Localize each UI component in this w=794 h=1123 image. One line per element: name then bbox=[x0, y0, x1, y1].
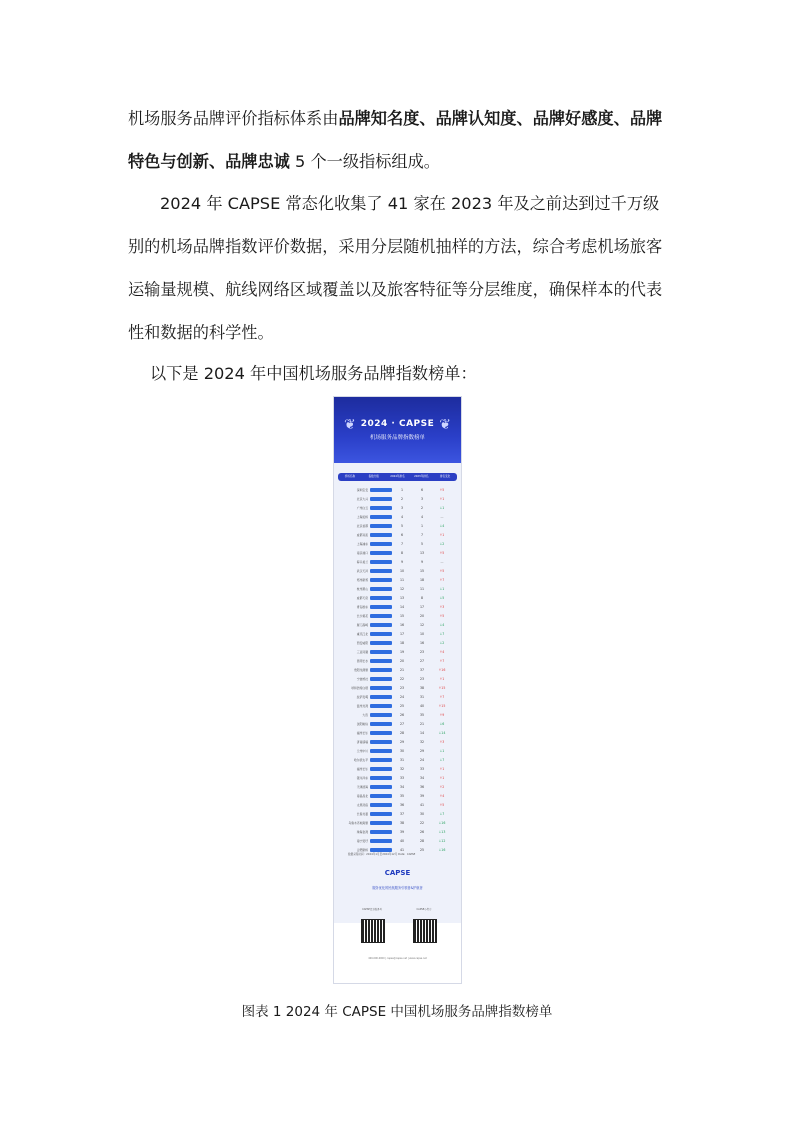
table-row bbox=[338, 818, 457, 827]
row-change: ↓7 bbox=[439, 631, 445, 636]
row-score-bar bbox=[370, 740, 392, 744]
row-rank: 29 bbox=[399, 739, 405, 744]
row-rank: 24 bbox=[399, 694, 405, 699]
board-title: 机场服务品牌指数榜单 bbox=[369, 435, 425, 441]
row-score-bar bbox=[370, 506, 392, 510]
row-change: ↓13 bbox=[438, 829, 446, 834]
p1-pre: 机场服务品牌评价指标体系由 bbox=[128, 109, 339, 128]
row-airport: 哈尔滨太平 bbox=[354, 757, 368, 762]
row-score-bar bbox=[370, 758, 392, 762]
row-rank: 19 bbox=[399, 649, 405, 654]
board-rows bbox=[338, 485, 457, 854]
row-airport: 厦门高崎 bbox=[356, 622, 368, 627]
laurel-left-icon: ❦ bbox=[344, 417, 356, 433]
row-airport: 福州长乐 bbox=[356, 730, 368, 735]
row-score-bar bbox=[370, 578, 392, 582]
row-prev-rank: 24 bbox=[419, 757, 425, 762]
row-change: ↓5 bbox=[439, 595, 445, 600]
table-row bbox=[338, 620, 457, 629]
p1-bold-awareness: 品牌知名度 bbox=[338, 109, 420, 128]
col-change: 排名变化 bbox=[439, 475, 451, 478]
p1-bold-loyalty: 品牌忠诚 bbox=[225, 152, 290, 171]
row-airport: 兰州中川 bbox=[356, 748, 368, 753]
row-rank: 22 bbox=[399, 676, 405, 681]
table-row bbox=[338, 683, 457, 692]
row-prev-rank: 20 bbox=[419, 613, 425, 618]
table-row bbox=[338, 755, 457, 764]
row-change: ↓2 bbox=[439, 640, 445, 645]
row-change: ↑5 bbox=[439, 568, 445, 573]
row-prev-rank: 35 bbox=[419, 712, 425, 717]
row-prev-rank: 16 bbox=[419, 640, 425, 645]
row-prev-rank: 11 bbox=[419, 586, 425, 591]
row-airport: 拉萨贡嘎 bbox=[356, 694, 368, 699]
row-rank: 23 bbox=[399, 685, 405, 690]
row-score-bar bbox=[370, 596, 392, 600]
row-rank: 12 bbox=[399, 586, 405, 591]
table-row bbox=[338, 692, 457, 701]
row-change: ↑9 bbox=[439, 712, 445, 717]
table-row bbox=[338, 557, 457, 566]
row-change: ↓4 bbox=[439, 622, 445, 627]
row-airport: 大连 bbox=[362, 712, 368, 717]
table-row bbox=[338, 503, 457, 512]
row-airport: 重庆江北 bbox=[356, 631, 368, 636]
table-row bbox=[338, 710, 457, 719]
table-row bbox=[338, 737, 457, 746]
row-airport: 合肥新桥 bbox=[356, 847, 368, 852]
row-score-bar bbox=[370, 488, 392, 492]
table-row bbox=[338, 665, 457, 674]
row-change: ↑1 bbox=[439, 676, 445, 681]
row-airport: 北京首都 bbox=[356, 523, 368, 528]
row-change: ↓6 bbox=[439, 721, 445, 726]
row-score-bar bbox=[370, 515, 392, 519]
row-rank: 5 bbox=[400, 523, 404, 528]
row-prev-rank: 21 bbox=[419, 721, 425, 726]
row-rank: 20 bbox=[399, 658, 405, 663]
row-rank: 11 bbox=[399, 577, 405, 582]
row-prev-rank: 33 bbox=[419, 766, 425, 771]
row-change: ↑7 bbox=[439, 694, 445, 699]
row-prev-rank: 8 bbox=[420, 595, 424, 600]
row-airport: 银川河东 bbox=[356, 775, 368, 780]
row-airport: 武汉天河 bbox=[356, 568, 368, 573]
row-rank: 27 bbox=[399, 721, 405, 726]
table-row bbox=[338, 548, 457, 557]
paragraph-data-collection: 2024 年 CAPSE 常态化收集了 41 家在 2023 年及之前达到过千万级别的机场品牌指数评价数据，采用分层随机抽样的方法，综合考虑机场旅客运输量规模、航线网络区域覆盖以及旅客特征等分层维度，确保样本的代表性和数据的科学性。 bbox=[128, 194, 663, 342]
row-score-bar bbox=[370, 614, 392, 618]
row-airport: 天津滨海 bbox=[356, 784, 368, 789]
row-rank: 31 bbox=[399, 757, 405, 762]
row-score-bar bbox=[370, 776, 392, 780]
row-change: ↑4 bbox=[439, 649, 445, 654]
row-rank: 25 bbox=[399, 703, 405, 708]
table-row bbox=[338, 647, 457, 656]
table-row bbox=[338, 656, 457, 665]
row-score-bar bbox=[370, 524, 392, 528]
p1-sep1: 、 bbox=[419, 109, 436, 128]
table-row bbox=[338, 638, 457, 647]
row-rank: 6 bbox=[400, 532, 404, 537]
row-prev-rank: 13 bbox=[419, 550, 425, 555]
table-row bbox=[338, 539, 457, 548]
row-score-bar bbox=[370, 569, 392, 573]
row-rank: 28 bbox=[399, 730, 405, 735]
p1-sep3: 、 bbox=[613, 109, 630, 128]
row-airport: 上海浦东 bbox=[356, 541, 368, 546]
row-airport: 杭州萧山 bbox=[356, 586, 368, 591]
row-airport: 青岛胶东 bbox=[356, 604, 368, 609]
board-header bbox=[334, 397, 461, 463]
table-row bbox=[338, 719, 457, 728]
row-airport: 昆明长水 bbox=[356, 658, 368, 663]
col-score: 指数分值 bbox=[368, 475, 379, 478]
row-airport: 北京大兴 bbox=[356, 496, 368, 501]
qr-caption-left: CAPSE官方服务号 bbox=[362, 908, 382, 911]
row-prev-rank: 23 bbox=[419, 649, 425, 654]
row-airport: 温州龙湾 bbox=[356, 703, 368, 708]
row-score-bar bbox=[370, 731, 392, 735]
row-prev-rank: 12 bbox=[419, 622, 425, 627]
row-score-bar bbox=[370, 632, 392, 636]
figure-caption: 图表 1 2024 年 CAPSE 中国机场服务品牌指数榜单 bbox=[241, 1004, 553, 1020]
row-prev-rank: 28 bbox=[419, 838, 425, 843]
col-rank-2024: 2024年排名 bbox=[390, 475, 405, 478]
row-change: ↓2 bbox=[439, 541, 445, 546]
row-rank: 14 bbox=[399, 604, 405, 609]
row-score-bar bbox=[370, 695, 392, 699]
row-rank: 36 bbox=[399, 802, 405, 807]
table-row bbox=[338, 512, 457, 521]
row-change: ↑5 bbox=[439, 613, 445, 618]
row-airport: 郑州新郑 bbox=[356, 577, 368, 582]
row-score-bar bbox=[370, 830, 392, 834]
row-rank: 33 bbox=[399, 775, 405, 780]
row-rank: 38 bbox=[399, 820, 405, 825]
qr-code-left-icon bbox=[361, 919, 385, 943]
row-prev-rank: 15 bbox=[419, 568, 425, 573]
row-prev-rank: 32 bbox=[419, 739, 425, 744]
row-score-bar bbox=[370, 533, 392, 537]
row-prev-rank: 14 bbox=[419, 730, 425, 735]
laurel-right-icon: ❦ bbox=[439, 417, 451, 433]
row-airport: 南京禄口 bbox=[356, 550, 368, 555]
row-score-bar bbox=[370, 560, 392, 564]
row-rank: 15 bbox=[399, 613, 405, 618]
table-row bbox=[338, 629, 457, 638]
row-prev-rank: 37 bbox=[419, 667, 425, 672]
row-airport: 广州白云 bbox=[356, 505, 368, 510]
row-score-bar bbox=[370, 677, 392, 681]
row-airport: 贵阳龙洞堡 bbox=[354, 667, 368, 672]
row-score-bar bbox=[370, 641, 392, 645]
row-score-bar bbox=[370, 812, 392, 816]
p1-bold-innovation: 品牌特色与创新 bbox=[128, 109, 663, 171]
table-row bbox=[338, 674, 457, 683]
row-rank: 1 bbox=[400, 487, 404, 492]
row-prev-rank: 26 bbox=[419, 829, 425, 834]
row-airport: 海口美兰 bbox=[356, 559, 368, 564]
row-prev-rank: 17 bbox=[419, 604, 425, 609]
row-airport: 乌鲁木齐地窝堡 bbox=[348, 820, 368, 825]
row-airport: 济南遥墙 bbox=[356, 739, 368, 744]
row-change: ↑1 bbox=[439, 496, 445, 501]
row-airport: 宁波栎社 bbox=[356, 676, 368, 681]
table-row bbox=[338, 611, 457, 620]
row-change: ↓1 bbox=[439, 748, 445, 753]
row-change: ↑15 bbox=[438, 703, 446, 708]
table-row bbox=[338, 746, 457, 755]
row-rank: 7 bbox=[400, 541, 404, 546]
row-change: ↓14 bbox=[438, 730, 446, 735]
row-rank: 37 bbox=[399, 811, 405, 816]
row-prev-rank: 1 bbox=[420, 523, 424, 528]
row-airport: 长春龙嘉 bbox=[356, 811, 368, 816]
row-change: ↑3 bbox=[439, 604, 445, 609]
p1-sep2: 、 bbox=[516, 109, 533, 128]
row-prev-rank: 38 bbox=[419, 685, 425, 690]
row-rank: 2 bbox=[400, 496, 404, 501]
row-prev-rank: 7 bbox=[420, 532, 424, 537]
row-prev-rank: 29 bbox=[419, 748, 425, 753]
row-score-bar bbox=[370, 623, 392, 627]
row-score-bar bbox=[370, 848, 392, 852]
row-score-bar bbox=[370, 713, 392, 717]
row-change: ↑1 bbox=[439, 775, 445, 780]
row-prev-rank: 5 bbox=[420, 541, 424, 546]
row-score-bar bbox=[370, 785, 392, 789]
row-change: — bbox=[440, 514, 444, 519]
board-note: 数据采集时间：2024年1月至2024年12月 Data：CAPSE bbox=[348, 853, 416, 856]
row-change: ↓16 bbox=[438, 847, 446, 852]
row-airport: 福州长乐 bbox=[356, 766, 368, 771]
ranking-board-image bbox=[333, 396, 462, 984]
row-change: — bbox=[440, 559, 444, 564]
row-score-bar bbox=[370, 659, 392, 663]
row-change: ↓7 bbox=[439, 757, 445, 762]
row-prev-rank: 39 bbox=[419, 793, 425, 798]
row-rank: 3 bbox=[400, 505, 404, 510]
capse-logo: CAPSE bbox=[384, 869, 411, 877]
table-row bbox=[338, 827, 457, 836]
paragraph-intro-ranking: 以下是 2024 年中国机场服务品牌指数榜单： bbox=[150, 364, 477, 383]
row-airport: 成都天府 bbox=[356, 595, 368, 600]
table-row bbox=[338, 521, 457, 530]
row-prev-rank: 10 bbox=[419, 631, 425, 636]
row-prev-rank: 41 bbox=[419, 802, 425, 807]
table-row bbox=[338, 566, 457, 575]
row-airport: 长沙黄花 bbox=[356, 613, 368, 618]
row-prev-rank: 9 bbox=[420, 559, 424, 564]
row-prev-rank: 23 bbox=[419, 676, 425, 681]
row-change: ↑15 bbox=[438, 685, 446, 690]
row-prev-rank: 3 bbox=[420, 496, 424, 501]
row-prev-rank: 40 bbox=[419, 703, 425, 708]
table-row bbox=[338, 728, 457, 737]
row-change: ↑2 bbox=[439, 784, 445, 789]
row-rank: 18 bbox=[399, 640, 405, 645]
row-change: ↑5 bbox=[439, 802, 445, 807]
row-prev-rank: 31 bbox=[419, 694, 425, 699]
row-rank: 32 bbox=[399, 766, 405, 771]
row-prev-rank: 34 bbox=[419, 775, 425, 780]
row-rank: 9 bbox=[400, 559, 404, 564]
row-prev-rank: 2 bbox=[420, 505, 424, 510]
row-rank: 40 bbox=[399, 838, 405, 843]
row-prev-rank: 4 bbox=[420, 514, 424, 519]
p1-sep4: 、 bbox=[208, 152, 226, 171]
qr-caption-right: CAPSE小程序 bbox=[416, 908, 432, 911]
row-change: ↑16 bbox=[438, 667, 446, 672]
row-score-bar bbox=[370, 497, 392, 501]
row-change: ↓1 bbox=[439, 586, 445, 591]
row-rank: 39 bbox=[399, 829, 405, 834]
row-change: ↑7 bbox=[439, 658, 445, 663]
col-airport: 机场名称 bbox=[344, 475, 356, 478]
row-airport: 沈阳桃仙 bbox=[356, 721, 368, 726]
row-airport: 呼和浩特白塔 bbox=[351, 685, 368, 690]
row-score-bar bbox=[370, 587, 392, 591]
table-row bbox=[338, 530, 457, 539]
row-prev-rank: 30 bbox=[419, 811, 425, 816]
row-score-bar bbox=[370, 704, 392, 708]
row-score-bar bbox=[370, 668, 392, 672]
board-year: 2024 · CAPSE bbox=[360, 419, 435, 429]
row-score-bar bbox=[370, 605, 392, 609]
row-change: ↑5 bbox=[439, 487, 445, 492]
row-rank: 34 bbox=[399, 784, 405, 789]
row-score-bar bbox=[370, 767, 392, 771]
table-row bbox=[338, 494, 457, 503]
row-score-bar bbox=[370, 650, 392, 654]
row-airport: 深圳宝安 bbox=[356, 487, 368, 492]
paragraph-indicators bbox=[128, 97, 666, 183]
row-score-bar bbox=[370, 551, 392, 555]
board-footer: 400-000-0000 | capse@capse.net | www.capse.net bbox=[368, 957, 427, 960]
table-row bbox=[338, 800, 457, 809]
row-change: ↑1 bbox=[439, 766, 445, 771]
row-rank: 8 bbox=[400, 550, 404, 555]
row-rank: 30 bbox=[399, 748, 405, 753]
row-airport: 南宁吴圩 bbox=[356, 838, 368, 843]
row-prev-rank: 6 bbox=[420, 487, 424, 492]
row-change: ↓12 bbox=[438, 838, 446, 843]
row-airport: 三亚凤凰 bbox=[356, 649, 368, 654]
table-row bbox=[338, 836, 457, 845]
row-airport: 上海虹桥 bbox=[356, 514, 368, 519]
row-rank: 26 bbox=[399, 712, 405, 717]
row-rank: 35 bbox=[399, 793, 405, 798]
row-prev-rank: 27 bbox=[419, 658, 425, 663]
row-change: ↓1 bbox=[439, 505, 445, 510]
row-rank: 17 bbox=[399, 631, 405, 636]
row-score-bar bbox=[370, 686, 392, 690]
table-row bbox=[338, 602, 457, 611]
row-change: ↑5 bbox=[439, 550, 445, 555]
row-rank: 21 bbox=[399, 667, 405, 672]
table-row bbox=[338, 575, 457, 584]
row-score-bar bbox=[370, 839, 392, 843]
table-row bbox=[338, 764, 457, 773]
p1-bold-cognition: 品牌认知度 bbox=[435, 109, 517, 128]
row-prev-rank: 18 bbox=[419, 577, 425, 582]
row-score-bar bbox=[370, 803, 392, 807]
table-row bbox=[338, 791, 457, 800]
p1-bold-favorability: 品牌好感度 bbox=[532, 109, 614, 128]
row-airport: 南昌昌北 bbox=[356, 793, 368, 798]
row-change: ↑4 bbox=[439, 793, 445, 798]
row-score-bar bbox=[370, 542, 392, 546]
capse-slogan: 服务优化的民航服务引领者&护航者 bbox=[372, 886, 423, 890]
row-score-bar bbox=[370, 722, 392, 726]
row-rank: 41 bbox=[399, 847, 405, 852]
row-prev-rank: 25 bbox=[419, 847, 425, 852]
row-rank: 4 bbox=[400, 514, 404, 519]
row-airport: 珠海金湾 bbox=[356, 829, 368, 834]
row-prev-rank: 36 bbox=[419, 784, 425, 789]
p1-post: 5 个一级指标组成。 bbox=[289, 152, 440, 171]
row-rank: 13 bbox=[399, 595, 405, 600]
row-change: ↑3 bbox=[439, 739, 445, 744]
row-rank: 16 bbox=[399, 622, 405, 627]
table-row bbox=[338, 782, 457, 791]
row-change: ↓4 bbox=[439, 523, 445, 528]
row-change: ↑7 bbox=[439, 577, 445, 582]
table-row bbox=[338, 701, 457, 710]
row-rank: 10 bbox=[399, 568, 405, 573]
col-rank-2023: 2023年排名 bbox=[414, 475, 429, 478]
row-score-bar bbox=[370, 794, 392, 798]
row-airport: 成都双流 bbox=[356, 532, 368, 537]
row-airport: 西安咸阳 bbox=[356, 640, 368, 645]
board-column-header bbox=[338, 473, 457, 481]
table-row bbox=[338, 485, 457, 494]
row-score-bar bbox=[370, 821, 392, 825]
table-row bbox=[338, 773, 457, 782]
row-change: ↓16 bbox=[438, 820, 446, 825]
table-row bbox=[338, 593, 457, 602]
table-row bbox=[338, 809, 457, 818]
row-airport: 太原武宿 bbox=[356, 802, 368, 807]
qr-code-right-icon bbox=[413, 919, 437, 943]
row-change: ↓7 bbox=[439, 811, 445, 816]
row-change: ↑1 bbox=[439, 532, 445, 537]
row-score-bar bbox=[370, 749, 392, 753]
table-row bbox=[338, 584, 457, 593]
row-prev-rank: 22 bbox=[419, 820, 425, 825]
